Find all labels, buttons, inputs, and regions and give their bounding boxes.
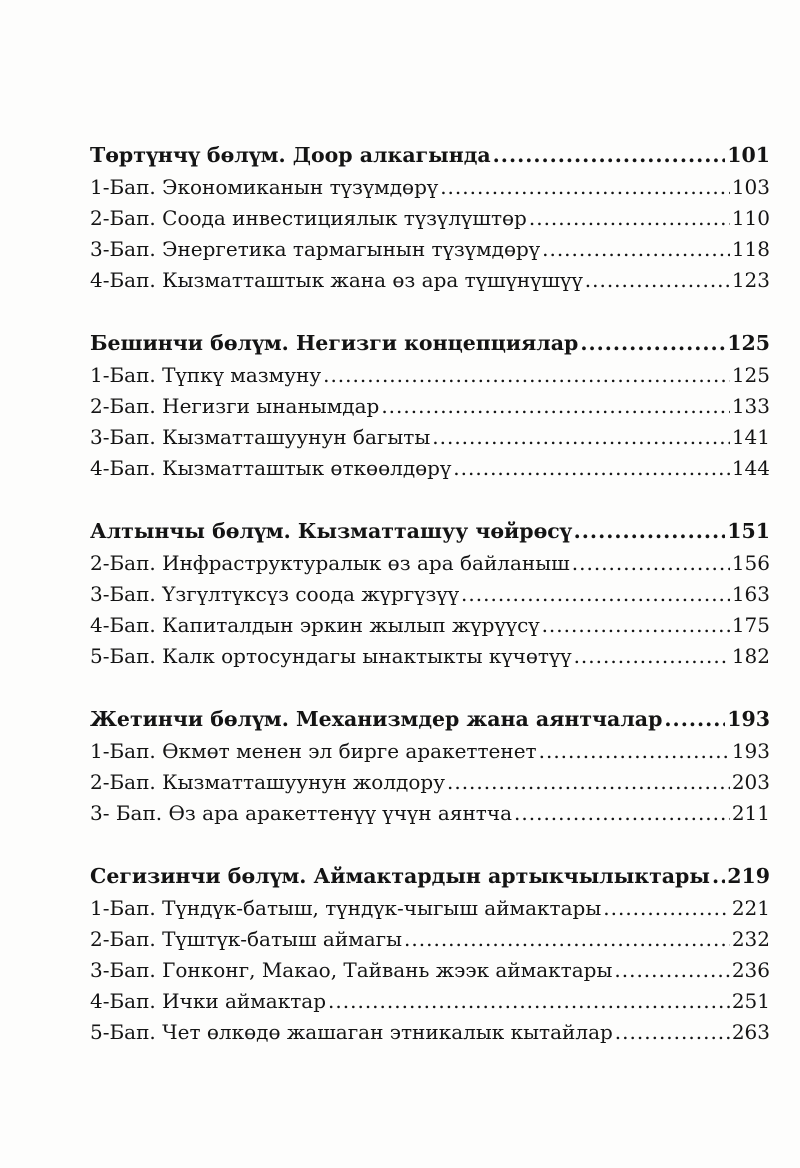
chapter-title: 4-Бап. Кызматташтык жана өз ара түшүнүшүү xyxy=(90,268,583,292)
chapter-page-number: 232 xyxy=(731,927,770,951)
dot-leader xyxy=(453,453,730,484)
chapter-title: 1-Бап. Түпкү мазмуну xyxy=(90,363,322,387)
section-heading xyxy=(90,326,770,360)
chapter-page-number: 203 xyxy=(731,770,770,794)
dot-leader xyxy=(432,422,730,453)
chapter-page-number: 125 xyxy=(731,363,770,387)
chapter-title: 3-Бап. Энергетика тармагынын түзүмдөрү xyxy=(90,237,541,261)
dot-leader xyxy=(381,391,729,422)
chapter-title: 1-Бап. Өкмөт менен эл бирге аракеттенет xyxy=(90,739,537,763)
chapter-page-number: 133 xyxy=(731,394,770,418)
section-page-number: 219 xyxy=(727,864,770,888)
chapter-title: 3- Бап. Өз ара аракеттенүү үчүн аянтча xyxy=(90,801,513,825)
chapter-entry xyxy=(90,641,770,672)
chapter-title: 2-Бап. Түштүк-батыш аймагы xyxy=(90,927,403,951)
dot-leader xyxy=(603,893,730,924)
chapter-page-number: 236 xyxy=(731,958,770,982)
chapter-page-number: 144 xyxy=(731,456,770,480)
chapter-title: 5-Бап. Чет өлкөдө жашаган этникалык кытайлар xyxy=(90,1020,613,1044)
chapter-page-number: 110 xyxy=(731,206,770,230)
section-heading xyxy=(90,702,770,736)
dot-leader xyxy=(542,234,730,265)
chapter-entry xyxy=(90,893,770,924)
toc-section xyxy=(90,138,770,296)
dot-leader xyxy=(580,326,725,360)
chapter-page-number: 103 xyxy=(731,175,770,199)
chapter-title: 2-Бап. Негизги ынанымдар xyxy=(90,394,380,418)
chapter-page-number: 182 xyxy=(731,644,770,668)
chapter-entry xyxy=(90,986,770,1017)
chapter-page-number: 123 xyxy=(731,268,770,292)
chapter-entry xyxy=(90,203,770,234)
chapter-entry xyxy=(90,548,770,579)
dot-leader xyxy=(440,172,730,203)
chapter-entry xyxy=(90,172,770,203)
dot-leader xyxy=(614,955,729,986)
dot-leader xyxy=(574,514,726,548)
chapter-entry xyxy=(90,360,770,391)
chapter-page-number: 156 xyxy=(731,551,770,575)
section-title: Жетинчи бөлүм. Механизмдер жана аянтчалар xyxy=(90,707,663,731)
section-page-number: 151 xyxy=(727,519,770,543)
dot-leader xyxy=(572,548,730,579)
dot-leader xyxy=(514,798,730,829)
dot-leader xyxy=(447,767,730,798)
chapter-page-number: 211 xyxy=(731,801,770,825)
chapter-title: 4-Бап. Кызматташтык өткөөлдөрү xyxy=(90,456,452,480)
chapter-title: 3-Бап. Үзгүлтүксүз соода жүргүзүү xyxy=(90,582,460,606)
chapter-title: 5-Бап. Калк ортосундагы ынактыкты күчөтүү xyxy=(90,644,572,668)
chapter-page-number: 263 xyxy=(731,1020,770,1044)
dot-leader xyxy=(323,360,730,391)
chapter-entry xyxy=(90,265,770,296)
chapter-title: 2-Бап. Соода инвестициялык түзүлүштөр xyxy=(90,206,527,230)
chapter-page-number: 163 xyxy=(731,582,770,606)
chapter-entry xyxy=(90,234,770,265)
section-title: Төртүнчү бөлүм. Доор алкагында xyxy=(90,143,491,167)
chapter-entry xyxy=(90,736,770,767)
chapter-entry xyxy=(90,767,770,798)
dot-leader xyxy=(328,986,730,1017)
chapter-entry xyxy=(90,579,770,610)
chapter-title: 4-Бап. Капиталдын эркин жылып жүрүүсү xyxy=(90,613,540,637)
chapter-entry xyxy=(90,924,770,955)
dot-leader xyxy=(461,579,730,610)
section-page-number: 125 xyxy=(727,331,770,355)
dot-leader xyxy=(404,924,730,955)
chapter-entry xyxy=(90,422,770,453)
chapter-page-number: 175 xyxy=(731,613,770,637)
section-title: Бешинчи бөлүм. Негизги концепциялар xyxy=(90,331,579,355)
chapter-entry xyxy=(90,798,770,829)
chapter-title: 3-Бап. Кызматташуунун багыты xyxy=(90,425,431,449)
chapter-entry xyxy=(90,391,770,422)
chapter-title: 1-Бап. Түндүк-батыш, түндүк-чыгыш аймактары xyxy=(90,896,602,920)
dot-leader xyxy=(539,736,730,767)
chapter-page-number: 193 xyxy=(731,739,770,763)
chapter-title: 3-Бап. Гонконг, Макао, Тайвань жээк аймактары xyxy=(90,958,613,982)
chapter-entry xyxy=(90,610,770,641)
chapter-page-number: 221 xyxy=(731,896,770,920)
toc-section xyxy=(90,514,770,672)
dot-leader xyxy=(529,203,730,234)
chapter-entry xyxy=(90,1017,770,1048)
dot-leader xyxy=(664,702,725,736)
toc-section xyxy=(90,859,770,1048)
section-title: Сегизинчи бөлүм. Аймактардын артыкчылыктары xyxy=(90,864,710,888)
section-heading xyxy=(90,138,770,172)
section-heading xyxy=(90,514,770,548)
chapter-title: 2-Бап. Инфраструктуралык өз ара байланыш xyxy=(90,551,570,575)
dot-leader xyxy=(615,1017,730,1048)
chapter-entry xyxy=(90,955,770,986)
chapter-title: 1-Бап. Экономиканын түзүмдөрү xyxy=(90,175,439,199)
dot-leader xyxy=(574,641,730,672)
chapter-entry xyxy=(90,453,770,484)
section-title: Алтынчы бөлүм. Кызматташуу чөйрөсү xyxy=(90,519,572,543)
dot-leader xyxy=(493,138,726,172)
chapter-page-number: 118 xyxy=(731,237,770,261)
chapter-title: 2-Бап. Кызматташуунун жолдору xyxy=(90,770,445,794)
chapter-page-number: 251 xyxy=(731,989,770,1013)
section-page-number: 193 xyxy=(727,707,770,731)
dot-leader xyxy=(585,265,730,296)
chapter-title: 4-Бап. Ички аймактар xyxy=(90,989,327,1013)
section-page-number: 101 xyxy=(727,143,770,167)
chapter-page-number: 141 xyxy=(731,425,770,449)
toc-section xyxy=(90,702,770,829)
dot-leader xyxy=(712,859,725,893)
toc-section xyxy=(90,326,770,484)
section-heading xyxy=(90,859,770,893)
dot-leader xyxy=(542,610,730,641)
table-of-contents xyxy=(90,138,770,1078)
